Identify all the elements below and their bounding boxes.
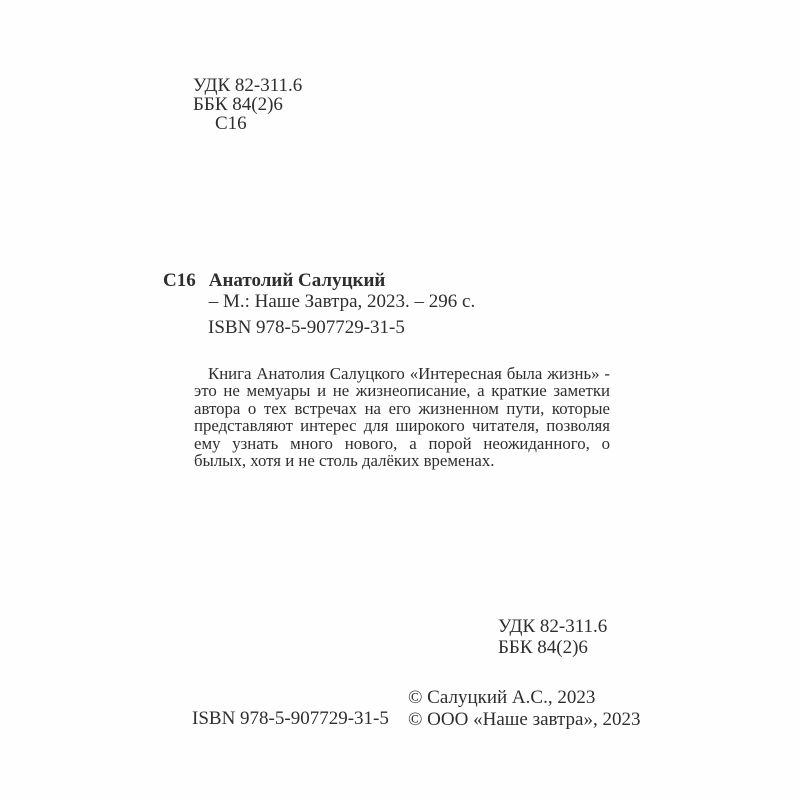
- bottom-codes-block: [498, 616, 607, 658]
- catalog-entry: [163, 270, 475, 312]
- copyright-block: [408, 687, 640, 731]
- catalog-text: [209, 270, 476, 312]
- bbk-line-bottom: ББК 84(2)6: [498, 637, 588, 658]
- imprint-line: – М.: Наше Завтра, 2023. – 296 с.: [208, 291, 476, 312]
- annotation-paragraph: Книга Анатолия Салуцкого «Интересная была жизнь» - это не мемуары и не жизнеописание, а краткие заметки автора о тех встречах на его жизненном пути, которые представляют интерес для широкого читателя, позволяя ему узнать много нового, а порой неожиданного, о былых, хотя и не столь далёких временах.: [194, 364, 610, 471]
- author-name: Анатолий Салуцкий: [208, 270, 386, 291]
- catalog-code: С16: [163, 270, 196, 291]
- copyright-publisher-line: © ООО «Наше завтра», 2023: [408, 709, 641, 730]
- bbk-line-top: ББК 84(2)6: [193, 94, 283, 115]
- copyright-author-line: © Салуцкий А.С., 2023: [408, 687, 596, 708]
- udk-line-bottom: УДК 82-311.6: [498, 616, 608, 637]
- isbn-number-top: ISBN 978-5-907729-31-5: [208, 317, 405, 338]
- top-codes-block: [193, 76, 302, 133]
- author-sign-line: С16: [215, 113, 247, 134]
- isbn-number-bottom: ISBN 978-5-907729-31-5: [192, 708, 389, 729]
- udk-line-top: УДК 82-311.6: [193, 75, 303, 96]
